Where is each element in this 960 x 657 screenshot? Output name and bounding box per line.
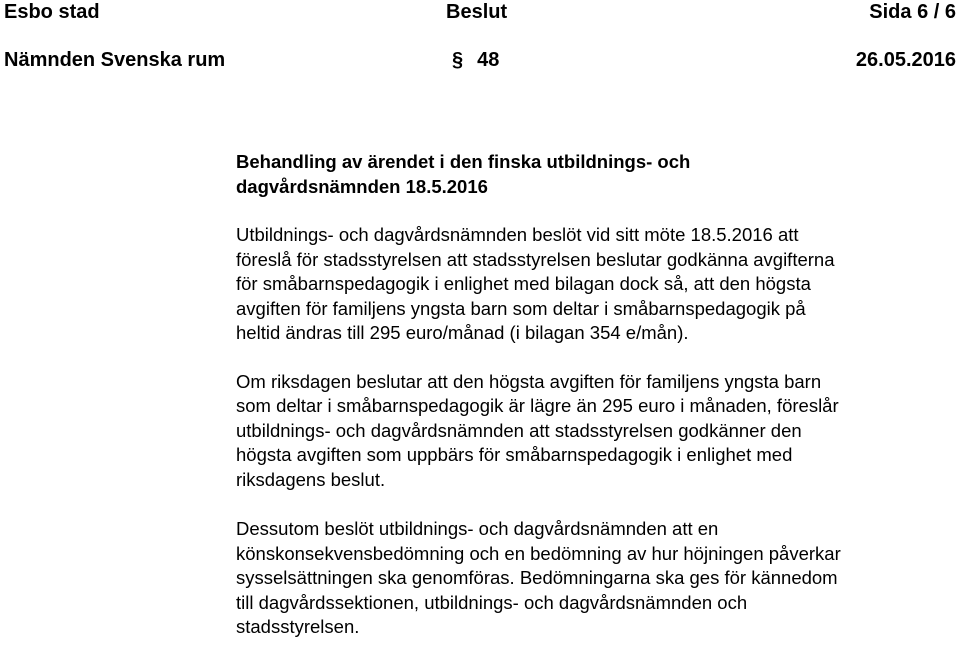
paragraph-decision: Utbildnings- och dagvårdsnämnden beslöt vid sitt möte 18.5.2016 att föreslå för stadsstyrelsen att stadsstyrelsen beslutar godkänna avgifterna för småbarnspedagogik i enlighet med bilagan dock så, att den högsta avgiften för familjens yngsta barn som deltar i småbarnspedagogik på heltid ändras till 295 euro/månad (i bilagan 354 e/mån). <box>236 224 835 343</box>
document-type: Beslut <box>446 1 508 23</box>
organization-name: Esbo stad <box>4 1 100 23</box>
page-number: Sida 6 / 6 <box>869 1 956 23</box>
paragraph-number <box>452 48 499 72</box>
paragraph-number-value: 48 <box>477 49 500 71</box>
document-body <box>236 150 958 640</box>
committee-name: Nämnden Svenska rum <box>4 49 226 71</box>
paragraph-symbol: § <box>452 49 464 71</box>
section-heading: Behandling av ärendet i den finska utbildnings- och dagvårdsnämnden 18.5.2016 <box>236 151 691 197</box>
meeting-date: 26.05.2016 <box>855 49 956 71</box>
paragraph-parliament-condition: Om riksdagen beslutar att den högsta avgiften för familjens yngsta barn som deltar i småbarnspedagogik är lägre än 295 euro i månaden, föreslår utbildnings- och dagvårdsnämnden att stadsstyrelsen godkänner den högsta avgiften som uppbärs för småbarnspedagogik i enlighet med riksdagens beslut. <box>236 370 839 490</box>
paragraph-assessment: Dessutom beslöt utbildnings- och dagvårdsnämnden att en könskonsekvensbedömning och en bedömning av hur höjningen påverkar sysselsättningen ska genomföras. Bedömningarna ska ges för kännedom till dagvårdssektionen, utbildnings- och dagvårdsnämnden och stadsstyrelsen. <box>236 518 841 637</box>
